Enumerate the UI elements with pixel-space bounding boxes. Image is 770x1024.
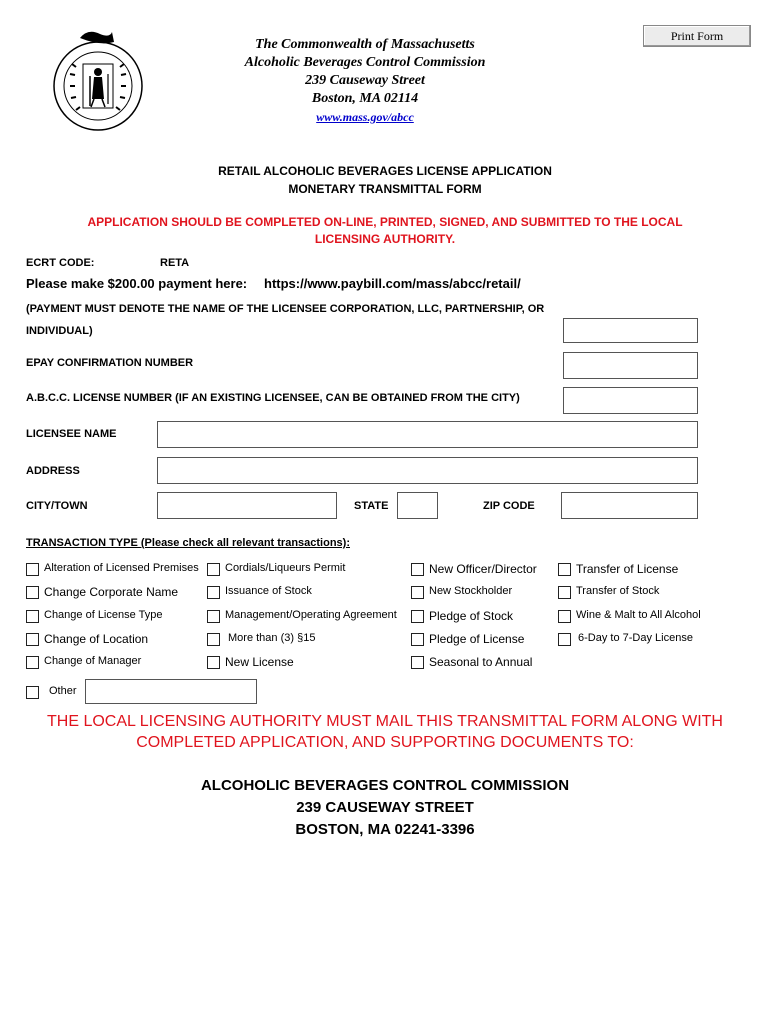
license-number-input[interactable]: [563, 387, 698, 414]
licensee-name-label: LICENSEE NAME: [26, 428, 117, 440]
label-change-license-type: Change of License Type: [44, 609, 163, 621]
label-new-stockholder: New Stockholder: [429, 585, 513, 597]
form-subtitle: MONETARY TRANSMITTAL FORM: [288, 182, 482, 196]
label-change-corporate-name: Change Corporate Name: [44, 585, 179, 599]
checkbox-more-than-3[interactable]: [207, 633, 220, 646]
mail-notice-line-2: COMPLETED APPLICATION, AND SUPPORTING DOCUMENTS TO:: [136, 734, 634, 751]
label-other: Other: [49, 685, 77, 697]
payment-label: Please make $200.00 payment here:: [26, 276, 248, 291]
checkbox-alteration-premises[interactable]: [26, 563, 39, 576]
label-6-to-7-day: 6-Day to 7-Day License: [578, 632, 693, 644]
epay-confirmation-input[interactable]: [563, 352, 698, 379]
label-cordials-permit: Cordials/Liqueurs Permit: [225, 562, 346, 574]
checkbox-other[interactable]: [26, 686, 39, 699]
label-transfer-stock: Transfer of Stock: [576, 585, 660, 597]
city-label: CITY/TOWN: [26, 500, 88, 512]
checkbox-change-manager[interactable]: [26, 656, 39, 669]
payment-note-1: (PAYMENT MUST DENOTE THE NAME OF THE LICENSEE CORPORATION, LLC, PARTNERSHIP, OR: [26, 303, 545, 315]
label-pledge-stock: Pledge of Stock: [429, 609, 514, 623]
label-issuance-stock: Issuance of Stock: [225, 585, 312, 597]
label-wine-malt: Wine & Malt to All Alcohol: [576, 609, 701, 621]
notice-line-1: APPLICATION SHOULD BE COMPLETED ON-LINE, PRINTED, SIGNED, AND SUBMITTED TO THE LOCAL: [87, 215, 683, 229]
label-transfer-license: Transfer of License: [576, 562, 679, 576]
massachusetts-seal-icon: [50, 24, 146, 134]
header-city: Boston, MA 02114: [311, 91, 419, 106]
label-alteration-premises: Alteration of Licensed Premises: [44, 562, 199, 574]
header-commonwealth: The Commonwealth of Massachusetts: [255, 37, 475, 52]
address-label: ADDRESS: [26, 465, 80, 477]
mail-address-line-1: ALCOHOLIC BEVERAGES CONTROL COMMISSION: [200, 777, 570, 794]
checkbox-change-location[interactable]: [26, 633, 39, 646]
label-pledge-license: Pledge of License: [429, 632, 525, 646]
checkbox-management-agreement[interactable]: [207, 610, 220, 623]
label-change-manager: Change of Manager: [44, 655, 142, 667]
zip-input[interactable]: [561, 492, 698, 519]
checkbox-6-to-7-day[interactable]: [558, 633, 571, 646]
zip-label: ZIP CODE: [483, 500, 535, 512]
header-street: 239 Causeway Street: [305, 73, 425, 88]
notice-line-2: LICENSING AUTHORITY.: [314, 232, 456, 246]
header-commission: Alcoholic Beverages Control Commission: [244, 55, 486, 70]
checkbox-seasonal-annual[interactable]: [411, 656, 424, 669]
checkbox-transfer-stock[interactable]: [558, 586, 571, 599]
city-input[interactable]: [157, 492, 337, 519]
mail-notice-line-1: THE LOCAL LICENSING AUTHORITY MUST MAIL THIS TRANSMITTAL FORM ALONG WITH: [47, 713, 723, 730]
mail-address-line-2: 239 CAUSEWAY STREET: [296, 799, 474, 816]
label-change-location: Change of Location: [44, 632, 149, 646]
checkbox-new-officer[interactable]: [411, 563, 424, 576]
checkbox-pledge-license[interactable]: [411, 633, 424, 646]
checkbox-change-license-type[interactable]: [26, 610, 39, 623]
label-management-agreement: Management/Operating Agreement: [225, 609, 397, 621]
ecrt-code-label: ECRT CODE:: [26, 257, 95, 269]
mail-address-line-3: BOSTON, MA 02241-3396: [295, 821, 475, 838]
checkbox-wine-malt[interactable]: [558, 610, 571, 623]
license-number-label: A.B.C.C. LICENSE NUMBER (IF AN EXISTING LICENSEE, CAN BE OBTAINED FROM THE CITY): [26, 392, 520, 404]
state-input[interactable]: [397, 492, 438, 519]
label-new-officer: New Officer/Director: [429, 562, 537, 576]
payment-url: https://www.paybill.com/mass/abcc/retail/: [264, 276, 521, 291]
label-seasonal-annual: Seasonal to Annual: [429, 655, 533, 669]
checkbox-pledge-stock[interactable]: [411, 610, 424, 623]
label-new-license: New License: [225, 655, 294, 669]
other-input[interactable]: [85, 679, 257, 704]
print-form-button[interactable]: Print Form: [643, 25, 751, 47]
checkbox-new-license[interactable]: [207, 656, 220, 669]
checkbox-change-corporate-name[interactable]: [26, 586, 39, 599]
payment-name-input[interactable]: [563, 318, 698, 343]
label-more-than-3: More than (3) §15: [228, 632, 316, 644]
ecrt-code-value: RETA: [160, 257, 190, 269]
address-input[interactable]: [157, 457, 698, 484]
licensee-name-input[interactable]: [157, 421, 698, 448]
header-url-link[interactable]: www.mass.gov/abcc: [316, 110, 414, 124]
checkbox-issuance-stock[interactable]: [207, 586, 220, 599]
state-label: STATE: [354, 500, 389, 512]
form-title: RETAIL ALCOHOLIC BEVERAGES LICENSE APPLICATION: [218, 164, 552, 178]
epay-label: EPAY CONFIRMATION NUMBER: [26, 357, 194, 369]
checkbox-new-stockholder[interactable]: [411, 586, 424, 599]
transaction-heading: TRANSACTION TYPE (Please check all relevant transactions):: [26, 537, 350, 549]
checkbox-cordials-permit[interactable]: [207, 563, 220, 576]
checkbox-transfer-license[interactable]: [558, 563, 571, 576]
payment-note-2: INDIVIDUAL): [26, 325, 93, 337]
